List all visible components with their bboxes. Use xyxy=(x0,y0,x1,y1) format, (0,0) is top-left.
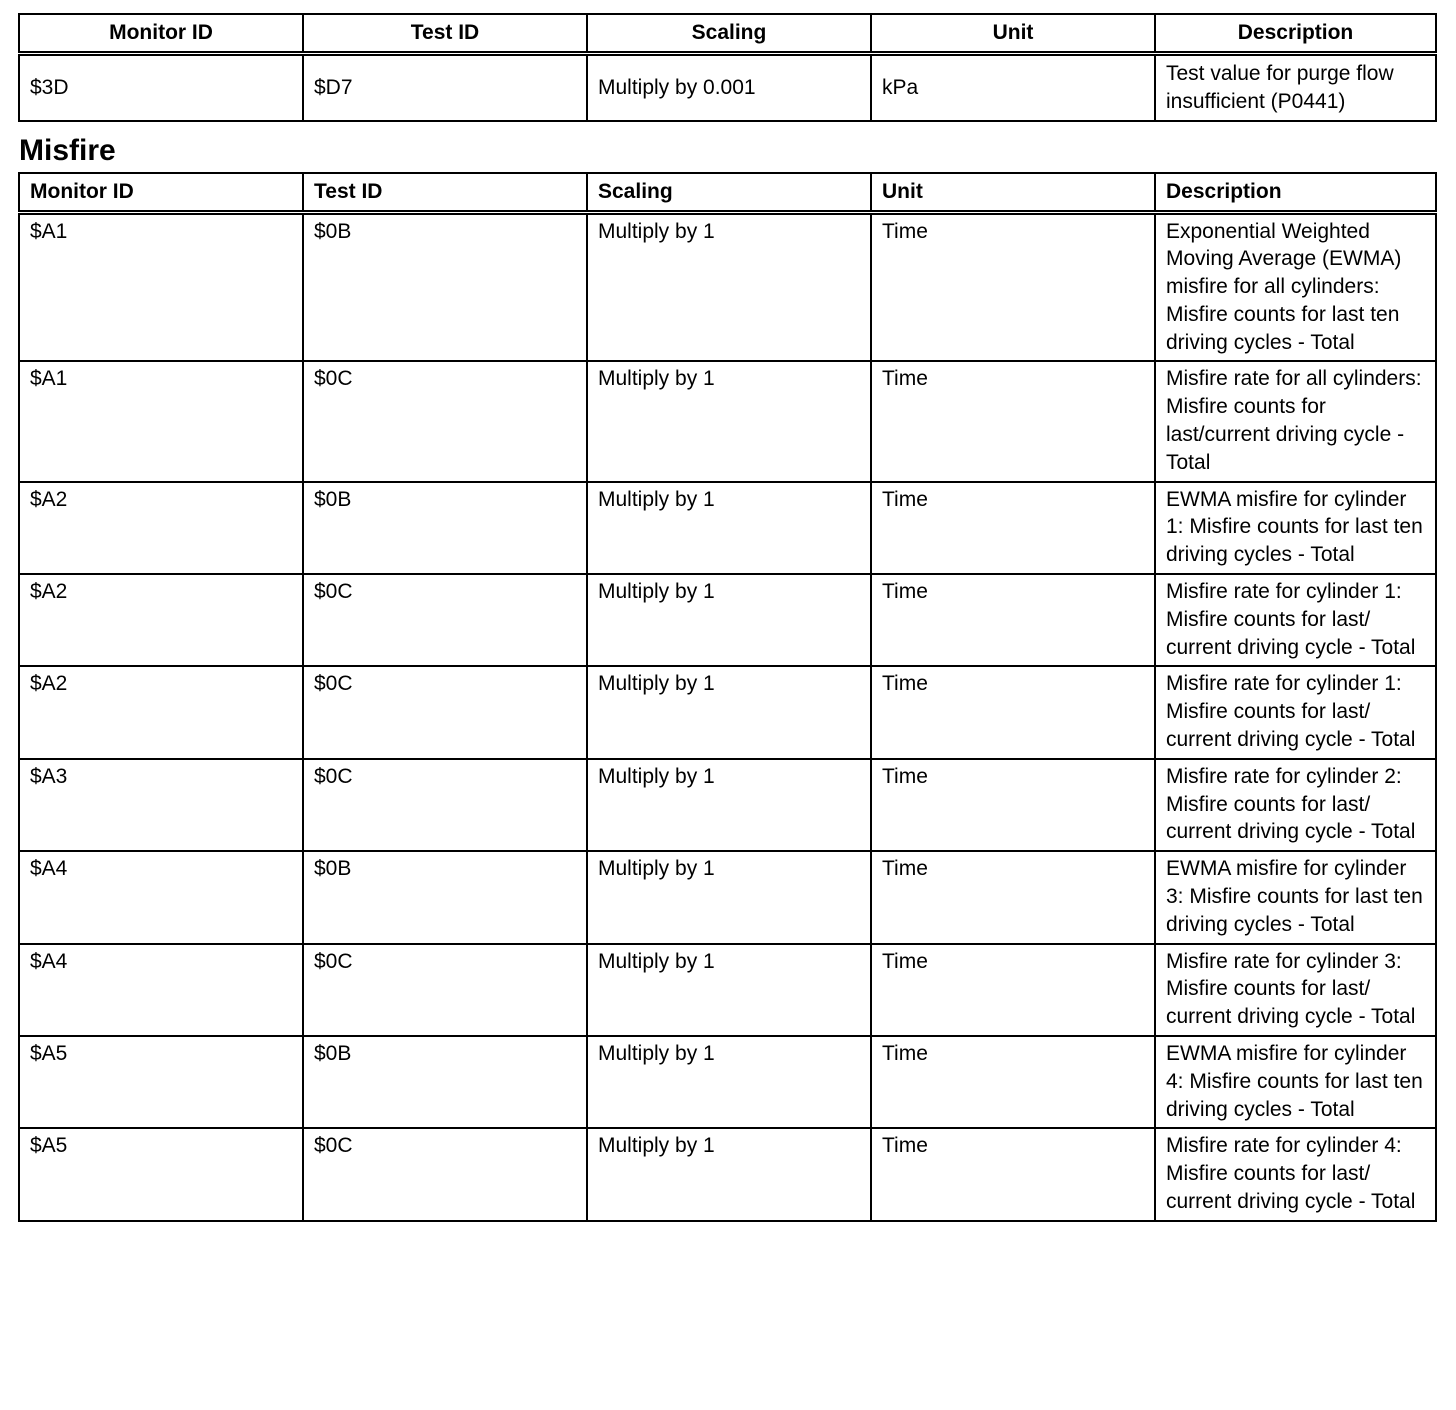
table-row xyxy=(19,361,1436,481)
scaling-cell: Multiply by 1 xyxy=(587,482,871,574)
table-row xyxy=(19,574,1436,666)
scaling-cell: Multiply by 0.001 xyxy=(587,53,871,121)
column-header-monitor-id: Monitor ID xyxy=(19,14,303,53)
table-row xyxy=(19,212,1436,361)
column-header-test-id: Test ID xyxy=(303,14,587,53)
misfire-table-body xyxy=(19,212,1436,1221)
description-cell: Exponential Weighted Moving Average (EWMA) misfire for all cylinders: Misfire counts for last ten driving cycles - Total xyxy=(1155,212,1436,361)
scaling-cell: Multiply by 1 xyxy=(587,1036,871,1128)
unit-cell: Time xyxy=(871,759,1155,851)
description-cell: Misfire rate for cylinder 4: Misfire counts for last/ current driving cycle - Total xyxy=(1155,1128,1436,1220)
table-row xyxy=(19,1128,1436,1220)
scaling-cell: Multiply by 1 xyxy=(587,666,871,758)
column-header-description: Description xyxy=(1155,14,1436,53)
test-id-cell: $0C xyxy=(303,759,587,851)
scaling-cell: Multiply by 1 xyxy=(587,361,871,481)
table-row xyxy=(19,482,1436,574)
description-cell: Misfire rate for cylinder 1: Misfire counts for last/ current driving cycle - Total xyxy=(1155,574,1436,666)
scaling-cell: Multiply by 1 xyxy=(587,944,871,1036)
column-header-scaling: Scaling xyxy=(587,173,871,212)
scaling-cell: Multiply by 1 xyxy=(587,759,871,851)
description-cell: Misfire rate for cylinder 3: Misfire counts for last/ current driving cycle - Total xyxy=(1155,944,1436,1036)
test-id-cell: $0C xyxy=(303,574,587,666)
table-row xyxy=(19,666,1436,758)
unit-cell: Time xyxy=(871,1128,1155,1220)
test-id-cell: $D7 xyxy=(303,53,587,121)
test-id-cell: $0C xyxy=(303,1128,587,1220)
table-row xyxy=(19,1036,1436,1128)
scaling-cell: Multiply by 1 xyxy=(587,851,871,943)
unit-cell: Time xyxy=(871,482,1155,574)
unit-cell: Time xyxy=(871,944,1155,1036)
monitor-id-cell: $A5 xyxy=(19,1128,303,1220)
table-row xyxy=(19,53,1436,121)
unit-cell: Time xyxy=(871,851,1155,943)
unit-cell: Time xyxy=(871,361,1155,481)
test-id-cell: $0C xyxy=(303,944,587,1036)
test-id-cell: $0C xyxy=(303,361,587,481)
monitor-id-cell: $A2 xyxy=(19,666,303,758)
table-row xyxy=(19,851,1436,943)
monitor-id-cell: $A1 xyxy=(19,361,303,481)
description-cell: Misfire rate for cylinder 2: Misfire counts for last/ current driving cycle - Total xyxy=(1155,759,1436,851)
unit-cell: Time xyxy=(871,666,1155,758)
test-id-cell: $0B xyxy=(303,482,587,574)
column-header-unit: Unit xyxy=(871,173,1155,212)
column-header-monitor-id: Monitor ID xyxy=(19,173,303,212)
purge-flow-table xyxy=(18,13,1437,122)
description-cell: EWMA misfire for cylinder 3: Misfire counts for last ten driving cycles - Total xyxy=(1155,851,1436,943)
table-row xyxy=(19,944,1436,1036)
section-heading-misfire: Misfire xyxy=(19,134,116,167)
description-cell: EWMA misfire for cylinder 1: Misfire counts for last ten driving cycles - Total xyxy=(1155,482,1436,574)
unit-cell: Time xyxy=(871,212,1155,361)
monitor-id-cell: $A2 xyxy=(19,574,303,666)
monitor-id-cell: $A3 xyxy=(19,759,303,851)
description-cell: Test value for purge flow insufficient (P0441) xyxy=(1155,53,1436,121)
column-header-scaling: Scaling xyxy=(587,14,871,53)
table-header-row xyxy=(19,173,1436,212)
monitor-id-cell: $A1 xyxy=(19,212,303,361)
description-cell: Misfire rate for cylinder 1: Misfire counts for last/ current driving cycle - Total xyxy=(1155,666,1436,758)
monitor-id-cell: $A2 xyxy=(19,482,303,574)
table-header-row xyxy=(19,14,1436,53)
unit-cell: kPa xyxy=(871,53,1155,121)
description-cell: Misfire rate for all cylinders: Misfire counts for last/current driving cycle - Total xyxy=(1155,361,1436,481)
test-id-cell: $0B xyxy=(303,851,587,943)
scaling-cell: Multiply by 1 xyxy=(587,212,871,361)
misfire-table xyxy=(18,172,1437,1222)
monitor-id-cell: $A4 xyxy=(19,944,303,1036)
column-header-test-id: Test ID xyxy=(303,173,587,212)
test-id-cell: $0B xyxy=(303,212,587,361)
monitor-id-cell: $A4 xyxy=(19,851,303,943)
monitor-id-cell: $3D xyxy=(19,53,303,121)
column-header-unit: Unit xyxy=(871,14,1155,53)
unit-cell: Time xyxy=(871,574,1155,666)
column-header-description: Description xyxy=(1155,173,1436,212)
test-id-cell: $0B xyxy=(303,1036,587,1128)
test-id-cell: $0C xyxy=(303,666,587,758)
unit-cell: Time xyxy=(871,1036,1155,1128)
description-cell: EWMA misfire for cylinder 4: Misfire counts for last ten driving cycles - Total xyxy=(1155,1036,1436,1128)
monitor-id-cell: $A5 xyxy=(19,1036,303,1128)
scaling-cell: Multiply by 1 xyxy=(587,1128,871,1220)
table-row xyxy=(19,759,1436,851)
scaling-cell: Multiply by 1 xyxy=(587,574,871,666)
